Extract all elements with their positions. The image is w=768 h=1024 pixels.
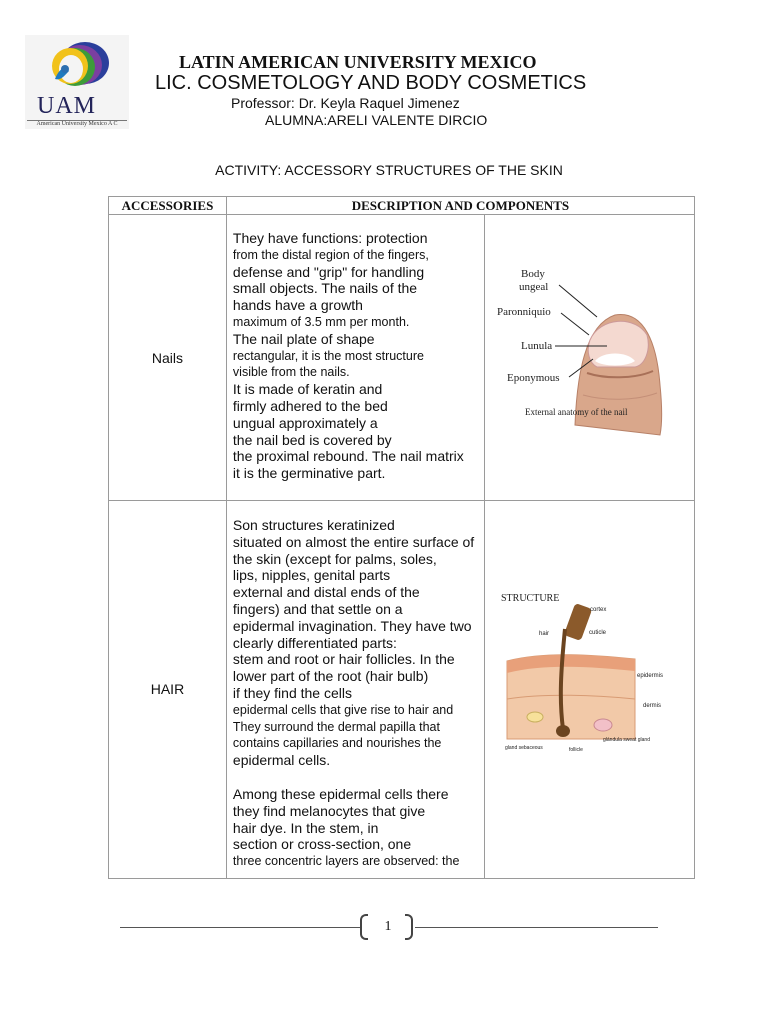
text-line: stem and root or hair follicles. In the [232, 651, 455, 668]
text-line: from the distal region of the fingers, [232, 247, 429, 262]
hair-figure-title: STRUCTURE [500, 593, 559, 604]
column-header-accessories: ACCESSORIES [109, 197, 227, 215]
text-line: external and distal ends of the [232, 584, 420, 601]
text-line: The nail plate of shape [232, 330, 375, 347]
text-line: rectangular, it is the most structure [232, 348, 424, 363]
description-hair [226, 501, 484, 879]
text-line: the skin (except for palms, soles, [232, 550, 437, 567]
footer-rule-right [415, 927, 658, 928]
hair-label-epidermis: epidermis [636, 673, 663, 679]
text-line: hair dye. In the stem, in [232, 819, 379, 836]
text-line: the proximal rebound. The nail matrix [232, 448, 464, 465]
logo-emblem-icon [25, 35, 129, 95]
program-name: LIC. COSMETOLOGY AND BODY COSMETICS [155, 72, 587, 94]
professor-name: Professor: Dr. Keyla Raquel Jimenez [231, 95, 460, 111]
nail-label-paronniquio: Paronniquio [496, 306, 551, 318]
description-nails [226, 215, 484, 501]
hair-label-cortex: cortex [589, 607, 606, 613]
text-line: defense and "grip" for handling [232, 263, 425, 280]
text-line: maximum of 3.5 mm per month. [232, 314, 410, 329]
accessory-label-nails: Nails [109, 215, 227, 501]
text-line: three concentric layers are observed: the [232, 854, 460, 869]
nail-figure-cell [484, 215, 694, 501]
text-line: section or cross-section, one [232, 836, 412, 853]
text-line: fingers) and that settle on a [232, 600, 403, 617]
logo-subtitle: American University Mexico A C [36, 121, 118, 127]
footer-rule-left [120, 927, 360, 928]
text-line: Among these epidermal cells there [232, 785, 449, 802]
activity-title: ACTIVITY: ACCESSORY STRUCTURES OF THE SKIN [215, 162, 563, 178]
page-number: 1 [384, 919, 392, 934]
nail-label-eponymous: Eponymous [506, 372, 560, 384]
text-line: contains capillaries and nourishes the [232, 736, 442, 751]
text-line: clearly differentiated parts: [232, 634, 397, 651]
hair-label-sweat-gland: glándula sweat gland [602, 737, 650, 743]
hair-label-hair: hair [538, 631, 549, 637]
text-line: ungual approximately a [232, 414, 378, 431]
text-line: lips, nipples, genital parts [232, 567, 391, 584]
text-line: epidermal invagination. They have two [232, 617, 472, 634]
text-line: epidermal cells that give rise to hair and [232, 702, 454, 717]
accessory-label-hair: HAIR [109, 501, 227, 879]
table-row [109, 501, 695, 879]
text-line: they find melanocytes that give [232, 802, 426, 819]
text-line: It is made of keratin and [232, 381, 383, 398]
text-line: it is the germinative part. [232, 465, 386, 482]
table-row [109, 215, 695, 501]
accessories-table [108, 196, 695, 879]
hair-label-dermis: dermis [642, 703, 661, 709]
hair-label-gland: gland sebaceous [504, 745, 543, 751]
nail-label-ungeal: ungeal [518, 281, 548, 293]
hair-figure-cell [484, 501, 694, 879]
nail-figure-caption: External anatomy of the nail [524, 407, 627, 417]
hair-structure-figure [485, 589, 695, 779]
hair-label-cuticle: cuticle [588, 630, 606, 636]
column-header-description: DESCRIPTION AND COMPONENTS [226, 197, 694, 215]
logo-text: UAM [37, 93, 97, 119]
text-line: They have functions: protection [232, 230, 428, 246]
text-line: Son structures keratinized [232, 517, 395, 533]
nail-anatomy-figure [485, 255, 695, 455]
hair-label-follicle: follicle [568, 747, 583, 753]
nail-label-body: Body [520, 268, 545, 280]
text-line: firmly adhered to the bed [232, 397, 388, 414]
university-name: LATIN AMERICAN UNIVERSITY MEXICO [179, 52, 537, 72]
text-line: if they find the cells [232, 684, 352, 701]
university-logo [25, 35, 129, 129]
nail-label-lunula: Lunula [520, 340, 552, 352]
text-line: epidermal cells. [232, 752, 331, 769]
text-line: visible from the nails. [232, 365, 350, 380]
text-line: situated on almost the entire surface of [232, 533, 475, 550]
text-line: They surround the dermal papilla that [232, 719, 440, 734]
text-line: hands have a growth [232, 297, 363, 314]
text-line: the nail bed is covered by [232, 431, 392, 448]
student-name: ALUMNA:ARELI VALENTE DIRCIO [265, 112, 488, 128]
text-line: small objects. The nails of the [232, 280, 418, 297]
text-line: lower part of the root (hair bulb) [232, 668, 429, 685]
table-header-row [109, 197, 695, 215]
